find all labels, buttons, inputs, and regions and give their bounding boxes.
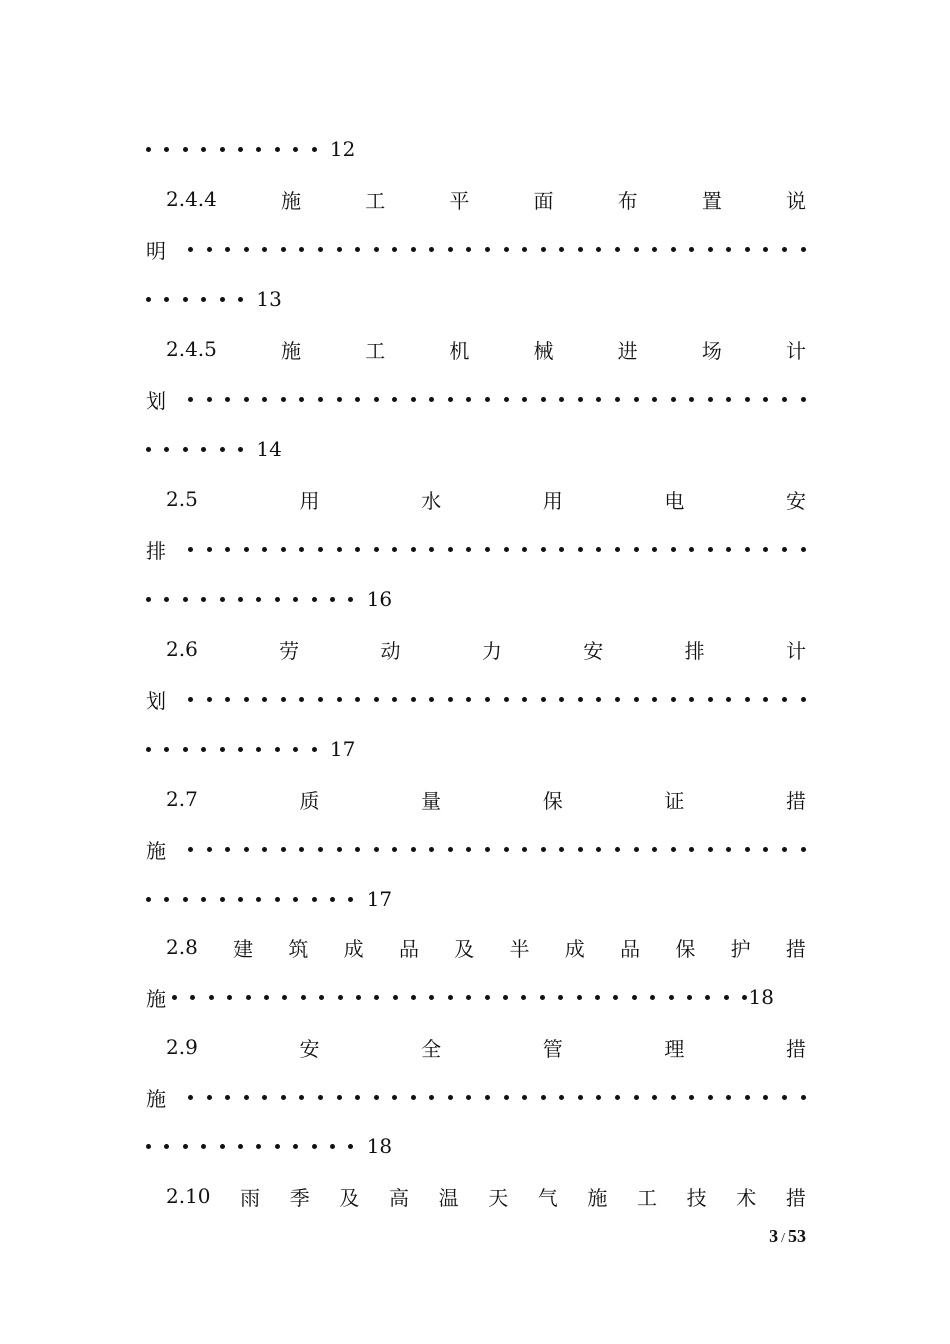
toc-title-char: 工 bbox=[365, 188, 386, 213]
toc-title-char: 气 bbox=[537, 1185, 558, 1210]
toc-title-char: 全 bbox=[421, 1036, 442, 1061]
toc-entry-2-6[interactable] bbox=[166, 634, 806, 664]
toc-title-char: 划 bbox=[146, 388, 166, 413]
toc-title-char: 保 bbox=[675, 936, 696, 961]
toc-title-char: 计 bbox=[785, 338, 806, 363]
leader-dots bbox=[146, 297, 256, 302]
toc-title-char: 温 bbox=[438, 1185, 459, 1210]
toc-title-char: 施 bbox=[281, 338, 302, 363]
toc-title-char: 排 bbox=[146, 538, 166, 563]
toc-title-char: 进 bbox=[617, 338, 638, 363]
toc-entry-number: 2.10 bbox=[166, 1184, 211, 1208]
toc-title-char: 划 bbox=[146, 688, 166, 713]
leader-dots bbox=[146, 1144, 367, 1149]
toc-entry-2-6-page-line bbox=[146, 734, 806, 764]
toc-title-char: 施 bbox=[146, 1086, 166, 1111]
toc-title-char: 工 bbox=[365, 338, 386, 363]
toc-title-char: 管 bbox=[542, 1036, 563, 1061]
toc-title-char: 措 bbox=[785, 788, 806, 813]
toc-entry-2-4-4-page-line bbox=[146, 284, 806, 314]
leader-dots bbox=[188, 247, 806, 252]
toc-title-char: 筑 bbox=[288, 936, 309, 961]
toc-title-char: 动 bbox=[380, 638, 401, 663]
toc-page-number[interactable]: 18 bbox=[366, 1134, 393, 1158]
toc-title-char: 证 bbox=[664, 788, 685, 813]
toc-entry-number: 2.6 bbox=[166, 637, 198, 661]
toc-title-char: 品 bbox=[620, 936, 641, 961]
toc-title-char: 安 bbox=[785, 488, 806, 513]
toc-title-char: 说 bbox=[785, 188, 806, 213]
toc-continuation-line bbox=[146, 134, 806, 164]
toc-title-char: 及 bbox=[339, 1185, 360, 1210]
toc-entry-2-4-4-continuation bbox=[146, 234, 806, 264]
toc-title-char: 及 bbox=[454, 936, 475, 961]
toc-title-char: 置 bbox=[701, 188, 722, 213]
toc-title-char: 高 bbox=[388, 1185, 409, 1210]
toc-title-char: 施 bbox=[146, 986, 166, 1011]
toc-title-char: 成 bbox=[564, 936, 585, 961]
toc-entry-2-4-5-continuation bbox=[146, 384, 806, 414]
toc-title-char: 明 bbox=[146, 238, 166, 263]
toc-title-char: 护 bbox=[730, 936, 751, 961]
toc-title-char: 质 bbox=[299, 788, 320, 813]
toc-entry-2-4-5-page-line bbox=[146, 434, 806, 464]
toc-entry-2-4-5[interactable] bbox=[166, 334, 806, 364]
toc-title-char: 布 bbox=[617, 188, 638, 213]
leader-dots bbox=[188, 397, 806, 402]
toc-page-number[interactable]: 12 bbox=[329, 137, 356, 161]
toc-title-char: 施 bbox=[146, 838, 166, 863]
toc-entry-2-7-page-line bbox=[146, 884, 806, 914]
current-page: 3 bbox=[769, 1226, 779, 1246]
toc-title-char: 水 bbox=[421, 488, 442, 513]
toc-title-char: 平 bbox=[449, 188, 470, 213]
leader-dots bbox=[172, 995, 761, 1000]
leader-dots bbox=[146, 447, 256, 452]
toc-title-char: 品 bbox=[398, 936, 419, 961]
toc-title-char: 安 bbox=[583, 638, 604, 663]
leader-dots bbox=[188, 547, 806, 552]
leader-dots bbox=[146, 147, 330, 152]
leader-dots bbox=[188, 697, 806, 702]
toc-title-char: 用 bbox=[542, 488, 563, 513]
toc-title-char: 劳 bbox=[279, 638, 300, 663]
toc-entry-2-8-continuation bbox=[146, 982, 806, 1012]
toc-title-char: 措 bbox=[785, 1036, 806, 1061]
toc-title-char: 场 bbox=[701, 338, 722, 363]
toc-page-number[interactable]: 17 bbox=[366, 887, 393, 911]
leader-dots bbox=[146, 597, 367, 602]
toc-title-char: 措 bbox=[785, 936, 806, 961]
toc-title-char: 技 bbox=[686, 1185, 707, 1210]
toc-page-number[interactable]: 14 bbox=[256, 437, 282, 461]
toc-title-char: 安 bbox=[299, 1036, 320, 1061]
toc-title-char: 排 bbox=[684, 638, 705, 663]
toc-entry-number: 2.5 bbox=[166, 487, 198, 511]
toc-title-char: 机 bbox=[449, 338, 470, 363]
total-pages: 53 bbox=[788, 1226, 806, 1246]
toc-title-char: 施 bbox=[281, 188, 302, 213]
toc-entry-number: 2.7 bbox=[166, 787, 198, 811]
toc-entry-2-7[interactable] bbox=[166, 784, 806, 814]
toc-page-number[interactable]: 16 bbox=[366, 587, 393, 611]
page-separator: / bbox=[781, 1231, 785, 1246]
toc-title-char: 力 bbox=[481, 638, 502, 663]
toc-entry-number: 2.4.4 bbox=[166, 187, 217, 211]
toc-title-char: 措 bbox=[785, 1185, 806, 1210]
toc-title-char: 工 bbox=[637, 1185, 658, 1210]
toc-title-char: 术 bbox=[736, 1185, 757, 1210]
toc-entry-2-5[interactable] bbox=[166, 484, 806, 514]
leader-dots bbox=[188, 847, 806, 852]
toc-entry-2-9-page-line bbox=[146, 1131, 806, 1161]
toc-entry-number: 2.4.5 bbox=[166, 337, 217, 361]
leader-dots bbox=[146, 747, 330, 752]
toc-title-char: 用 bbox=[299, 488, 320, 513]
toc-page-number[interactable]: 17 bbox=[329, 737, 356, 761]
toc-title-char: 理 bbox=[664, 1036, 685, 1061]
toc-title-char: 面 bbox=[533, 188, 554, 213]
toc-title-char: 械 bbox=[533, 338, 554, 363]
toc-entry-2-5-page-line bbox=[146, 584, 806, 614]
toc-title-char: 雨 bbox=[240, 1185, 261, 1210]
toc-entry-2-9-continuation bbox=[146, 1082, 806, 1112]
toc-entry-2-7-continuation bbox=[146, 834, 806, 864]
page-indicator bbox=[746, 1226, 806, 1247]
toc-title-char: 成 bbox=[343, 936, 364, 961]
toc-title-char: 计 bbox=[785, 638, 806, 663]
leader-dots bbox=[188, 1095, 806, 1100]
toc-title-char: 保 bbox=[542, 788, 563, 813]
toc-entry-number: 2.8 bbox=[166, 935, 198, 959]
toc-title-char: 施 bbox=[587, 1185, 608, 1210]
toc-page-number[interactable]: 13 bbox=[256, 287, 282, 311]
toc-entry-2-9[interactable] bbox=[166, 1032, 806, 1062]
toc-title-char: 建 bbox=[233, 936, 254, 961]
toc-title-char: 半 bbox=[509, 936, 530, 961]
toc-entry-2-8[interactable] bbox=[166, 932, 806, 962]
toc-entry-2-4-4[interactable] bbox=[166, 184, 806, 214]
toc-entry-2-10[interactable] bbox=[166, 1181, 806, 1211]
toc-title-char: 电 bbox=[664, 488, 685, 513]
toc-entry-2-5-continuation bbox=[146, 534, 806, 564]
toc-title-char: 量 bbox=[421, 788, 442, 813]
toc-page-number[interactable]: 18 bbox=[748, 985, 774, 1009]
toc-title-char: 天 bbox=[488, 1185, 509, 1210]
toc-title-char: 季 bbox=[289, 1185, 310, 1210]
leader-dots bbox=[146, 897, 367, 902]
toc-entry-number: 2.9 bbox=[166, 1035, 198, 1059]
toc-entry-2-6-continuation bbox=[146, 684, 806, 714]
